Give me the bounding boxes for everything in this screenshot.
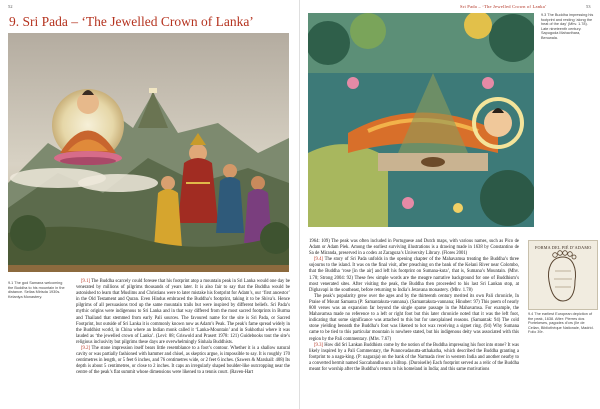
- column-b: [309, 239, 519, 373]
- paragraph: [309, 343, 519, 373]
- paragraph-text: The stone impression itself bears little resemblance to a foot’s contour. Whether it is a shallow natural cavity or was partially fashioned with hammer and chisel, as skeptics argue, is impossible to say. It is roughly 170 centimetres in length, or 5 feet 6 inches, and 76 centimetres wide, or 2 feet 6 inches. (Sawers & Marshall: 408) Its depth is about 5 centimetres, or close to 2 inches. It caps an irregularly shaped boulder-like outcropping near the centre of the peak’s flat summit whose dimensions were likened to a tennis court. (Raven-Hart: [76, 346, 290, 376]
- paragraph: [309, 257, 519, 294]
- column-a: [76, 279, 290, 377]
- figure-reference: [9.1]: [81, 279, 90, 284]
- left-folio: 52: [8, 4, 13, 9]
- figure-caption-9-1: 9.1 The god Samana welcoming the Buddha to his mountain in the distance. Sellas Mirisda 1930s. Kelaniya Monastery.: [8, 281, 65, 299]
- figure-caption-9-3: 9.3 The Buddha impressing his footprint and resting ‘along the heat of the day’ (Mhv. 1.78). Late nineteenth century. Sapugoda Mahavihara, Beruwala.: [541, 13, 594, 40]
- right-folio: 53: [586, 4, 591, 9]
- paragraph: [309, 294, 519, 343]
- figure-caption-9-4: 9.4 The earliest European depiction of the peak, 1638. After: Pierres dos Portekeses, pagodes d’ors (Ile de Ceilan, Bibliothèque Nationale, Madrid. Folio 39r.: [528, 312, 594, 335]
- paragraph: [76, 279, 290, 346]
- paragraph-text: The story of Sri Pada unfolds in the opening chapter of the Mahavamsa treating the Buddha’s three sojourns to the island. It was on the final visit, after preaching on the bank of the Kelani River near Colombo, that the Buddha ‘rose [in the air] and left his footprint on Sumana-kuta’, that is, Sumana’s Mountain. (Mhv. 1.78; Strong 2004: 92) These few simple words are the meagre narrative background for one of Buddhism’s most venerated sites. After visiting the peak, the Buddha then proceeded to his last Sri Lankan stop, at Dighavapi in the southeast, before returning to India’s Jetavana monastery. (Mhv. 1.78): [309, 257, 519, 293]
- paragraph: [309, 239, 519, 257]
- right-page: [300, 0, 600, 409]
- mural-painting: [8, 33, 289, 272]
- figure-reference: [9.3]: [314, 342, 323, 348]
- running-head: Sri Pada – ‘The Jewelled Crown of Lanka’: [460, 4, 547, 9]
- paragraph: [76, 346, 290, 376]
- figure-reference: [9.2]: [81, 346, 90, 352]
- buddha-footprint-painting: [308, 13, 534, 227]
- paragraph-text: 1964: 109) The peak was often included in Portuguese and Dutch maps, with various names, such as Pico de Adam or Adam Piek. Among the earliest surviving illustrations is a drawing made in 1638 by Constantino de Sa de Miranda, preserved in a codex at Zaragoza’s University Library. (Flores 2001): [309, 239, 519, 257]
- sketch-label: FORMA DEL PIÉ D’ADAMO: [535, 245, 592, 250]
- figure-reference: [9.4]: [314, 257, 323, 263]
- buddha-footprint-illustration: [308, 13, 534, 227]
- footprint-sketch: [528, 240, 598, 310]
- paragraph-text: The Buddha scarcely could foresee that his footprint atop a mountain peak in Sri Lanka would one day be venerated by millions of pilgrims thousands of years later. It is also fair to say that the Buddha would be astonished to learn that Muslims and Christians were to later mistake his footprint for Adam’s, our ‘first ancestor’ in the Old Testament and Quran. Even Hindus embraced the Buddha’s footprint, taking it to be Shiva’s. Hence pilgrims of all persuasions trod up the same mountain trails but were inspired by different beliefs. Sri Pada’s mythic origins were indigenous to Sri Lanka and in that way differed from the most sacred footprints in Burma and Thailand that stemmed from early Pali sources. The favoured name for the site is Sri Pada, or Sacred Footprint, but outside of Sri Lanka it is commonly known now as Adam’s Peak. The peak’s fame spread widely in the Buddhist world, in China where an Indian monk called it ‘Lanka-Mountain’ and in Sukhothai where it was lauded as ‘the jewelled crown of Lanka’. (Levi: 88; Griswold and Prasert 1978: 121) Guidebooks tout the site’s religious inclusivity but pilgrims these days are overwhelmingly Sinhala Buddhists.: [76, 279, 290, 345]
- chapter-title: 9. Sri Pada – ‘The Jewelled Crown of Lanka’: [9, 14, 254, 29]
- footprint-sketch-icon: [529, 241, 597, 309]
- paragraph-text: How did Sri Lankan Buddhists come by the notion of the Buddha impressing his foot into stone? It was likely inspired by a Pali Commentary, the Punnovadasutta-atthakatha, which described the Buddha granting a footprint to a naga-king. (P: nagaraja) on the bank of the Narmada river in western India and another nearby to a converted hermit named Saccabandha on a hilltop. (Duroiselle) Each footprint served as a relic of the Buddha meant for worship after the Buddha’s return to his homeland in India; and this same motivations: [309, 342, 519, 372]
- paragraph-text: The peak’s popularity grew over the ages and by the thirteenth century merited its own Pali chronicle, In Praise of Mount Samanta (P: Samantakuta-vannana). (Samantakuta-vannana; Hinuber: 97) This poem of nearly 800 verses was an expansion far beyond the single sparse passage in the Mahavamsa. For example, the Mahavamsa made no reference to a left or right foot but this later chronicle noted that it was the left foot, indicating that some significance was attached to this but for unexplained reasons. (Samantak: 94) The cold stone yielding beneath the Buddha’s foot was likened to hot wax receiving a signet ring. (94) Why Sumana came to be tied to this particular mountain is nowhere stated, but his indigenous deity was associated with this region by the Pali commentary. (Mhv. 7.67): [309, 293, 519, 342]
- mural-painting-illustration: [8, 33, 289, 272]
